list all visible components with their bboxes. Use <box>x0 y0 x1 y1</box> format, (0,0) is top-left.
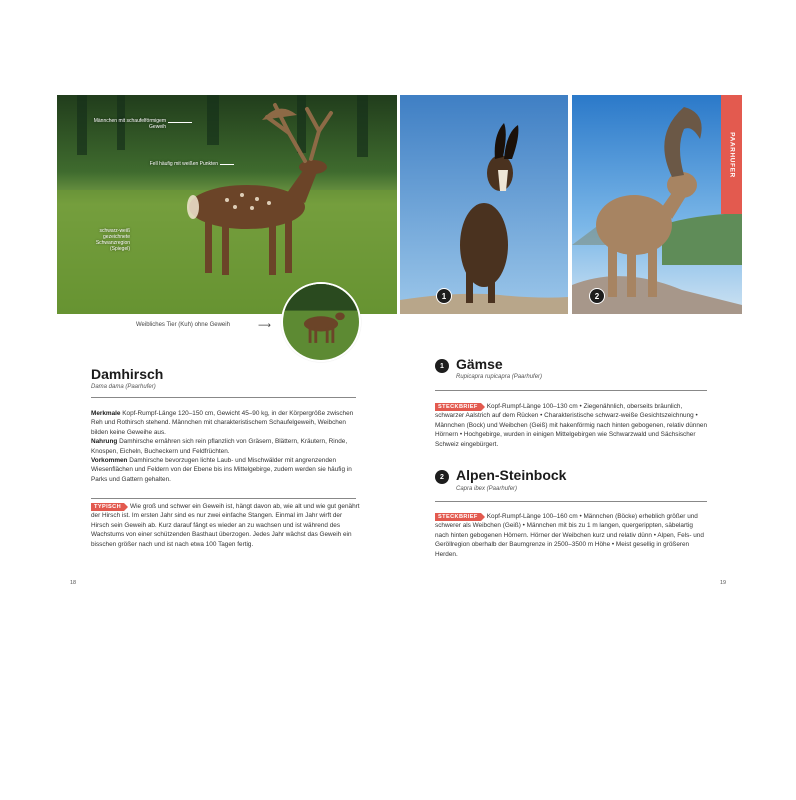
damhirsch-description <box>91 409 361 484</box>
tail-annotation: schwarz-weiß gezeichnete Schwanzregion (Spiegel) <box>95 228 130 252</box>
right-divider-1 <box>435 390 707 391</box>
category-side-tab <box>721 95 742 214</box>
gaemse-title: Gämse <box>456 356 503 372</box>
inset-caption: Weibliches Tier (Kuh) ohne Geweih <box>136 322 230 328</box>
category-side-tab-label: PAARHUFER <box>728 131 735 178</box>
species-2-number-badge: 2 <box>435 470 449 484</box>
chamois-photo-badge: 1 <box>436 288 452 304</box>
antler-annotation-line <box>168 122 192 123</box>
left-divider <box>91 397 356 398</box>
section-vorkommen <box>91 456 361 484</box>
steinbock-title: Alpen-Steinbock <box>456 467 567 483</box>
section-text: Kopf-Rumpf-Länge 120–150 cm, Gewicht 45–90 kg, in der Körpergröße zwischen Reh und Rothirsch stehend. Männchen mit charakteristischem Schaufelgeweih, Weibchen bilden keine Geweihe aus. <box>91 410 354 436</box>
gaemse-latin-name: Rupicapra rupicapra (Paarhufer) <box>456 374 543 380</box>
section-text: Damhirsche bevorzugen lichte Laub- und Mischwälder mit angrenzenden Wiesenflächen und Feldern von der Ebene bis ins Mittelgebirge, zudem werden sie häufig in Parks und Gattern gehalten. <box>91 457 352 483</box>
ibex-photo <box>572 95 742 314</box>
steckbrief-tag: STECKBRIEF <box>435 403 481 411</box>
section-label: Vorkommen <box>91 457 128 465</box>
section-nahrung <box>91 437 361 456</box>
steckbrief-tag: STECKBRIEF <box>435 513 481 521</box>
typisch-text: Wie groß und schwer ein Geweih ist, hängt davon ab, wie alt und wie gut genährt der Hirsch ist. Im ersten Jahr sind es nur zwei einfache Stangen. Einmal im Jahr wirft der Hirsch sein Geweih ab. Kurz darauf fängt es wieder an zu wachsen und ist während des Wachstums von einer schützenden Basthaut überzogen. Jedes Jahr wächst das Geweih ein bisschen größer nach und ist nach etwa 100 Tagen fertig. <box>91 503 360 548</box>
gaemse-steckbrief <box>435 402 707 449</box>
species-1-number-badge: 1 <box>435 359 449 373</box>
page-number-right: 19 <box>720 580 727 586</box>
antler-annotation: Männchen mit schaufelförmigem Geweih <box>93 118 166 130</box>
left-divider-2 <box>91 498 356 499</box>
page-number-left: 18 <box>70 580 77 586</box>
typisch-tag: TYPISCH <box>91 503 124 511</box>
coat-annotation-line <box>220 164 234 165</box>
section-label: Nahrung <box>91 438 118 446</box>
coat-annotation: Fell häufig mit weißen Punkten <box>149 161 218 167</box>
steinbock-latin-name: Capra ibex (Paarhufer) <box>456 486 518 492</box>
steinbock-steckbrief <box>435 512 707 559</box>
section-merkmale <box>91 409 361 437</box>
steinbock-steckbrief-text: Kopf-Rumpf-Länge 100–160 cm • Männchen (Böcke) erheblich größer und schwerer als Weibchen (Geiß) • Männchen mit bis zu 1 m langen, quergerippten, säbelartig nach hinten gebogenen Hörnern. Hörner der Weibchen kurz und relativ dünn • Alpen, Fels- und Geröllregion oberhalb der Baumgrenze in 2500–3500 m Höhe • Meist gesellig in größeren Herden. <box>435 513 704 558</box>
typisch-box <box>91 502 361 549</box>
damhirsch-latin-name: Dama dama (Paarhufer) <box>91 384 156 390</box>
female-deer-inset-photo <box>281 282 361 362</box>
right-divider-2 <box>435 501 707 502</box>
chamois-photo <box>400 95 568 314</box>
inset-arrow-icon: ⟶ <box>258 320 271 330</box>
gaemse-steckbrief-text: Kopf-Rumpf-Länge 100–130 cm • Ziegenähnlich, oberseits bräunlich, schwarzer Aalstrich auf dem Rücken • Charakteristische schwarz-weiße Gesichtszeichnung • Männchen (Bock) und Weibchen (Geiß) mit hakenförmig nach hinten gebogenen, relativ dünnen Hörnern • Hochgebirge, wurden in einigen Mittelgebirgen wie Schwarzwald und Sächsischer Schweiz eingebürgert. <box>435 403 707 448</box>
section-label: Merkmale <box>91 410 121 417</box>
damhirsch-title: Damhirsch <box>91 366 164 382</box>
section-text: Damhirsche ernähren sich rein pflanzlich von Gräsern, Blättern, Kräutern, Rinde, Knospen, Eicheln, Bucheckern und Feldfrüchten. <box>91 438 348 455</box>
ibex-photo-badge: 2 <box>589 288 605 304</box>
